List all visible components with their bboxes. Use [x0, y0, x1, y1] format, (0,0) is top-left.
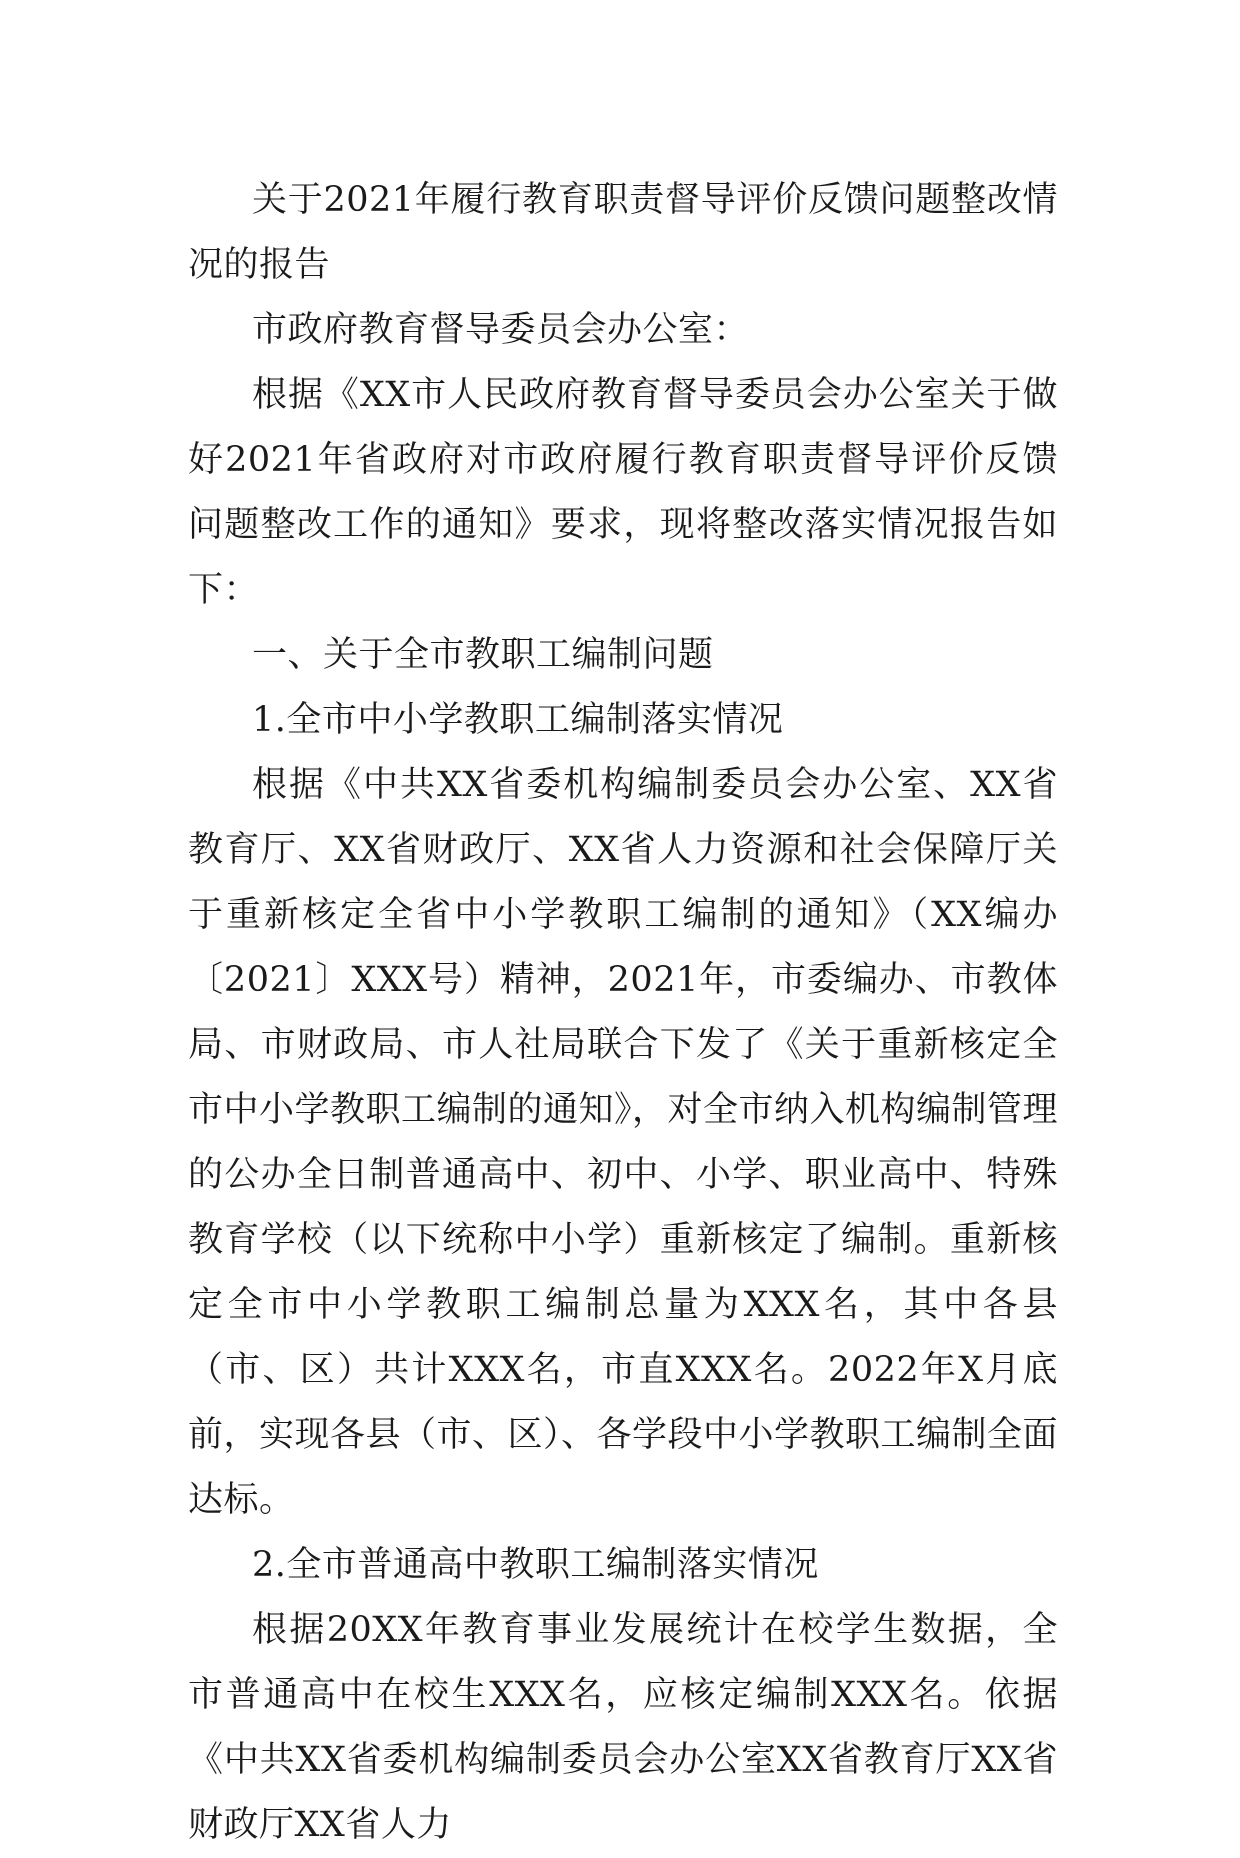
intro-paragraph: 根据《XX市人民政府教育督导委员会办公室关于做好2021年省政府对市政府履行教育职责督导评价反馈问题整改工作的通知》要求，现将整改落实情况报告如下：: [188, 375, 1058, 610]
subsection-2-heading: 2.全市普通高中教职工编制落实情况: [252, 1545, 819, 1585]
subsection-2-body: 根据20XX年教育事业发展统计在校学生数据，全市普通高中在校生XXX名，应核定编制XXX名。依据《中共XX省委机构编制委员会办公室XX省教育厅XX省财政厅XX省人力: [188, 1610, 1058, 1845]
section-1-heading: 一、关于全市教职工编制问题: [252, 635, 714, 675]
subsection-1-body: 根据《中共XX省委机构编制委员会办公室、XX省教育厅、XX省财政厅、XX省人力资源和社会保障厅关于重新核定全省中小学教职工编制的通知》（XX编办〔2021〕XXX号）精神，2021年，市委编办、市教体局、市财政局、市人社局联合下发了《关于重新核定全市中小学教职工编制的通知》，对全市纳入机构编制管理的公办全日制普通高中、初中、小学、职业高中、特殊教育学校（以下统称中小学）重新核定了编制。重新核定全市中小学教职工编制总量为XXX名，其中各县（市、区）共计XXX名，市直XXX名。2022年X月底前，实现各县（市、区）、各学段中小学教职工编制全面达标。: [188, 765, 1059, 1520]
subsection-1-heading: 1.全市中小学教职工编制落实情况: [252, 700, 784, 740]
document-title: 关于2021年履行教育职责督导评价反馈问题整改情况的报告: [188, 180, 1058, 285]
document-body: [188, 168, 1058, 1858]
addressee: 市政府教育督导委员会办公室：: [252, 310, 750, 350]
